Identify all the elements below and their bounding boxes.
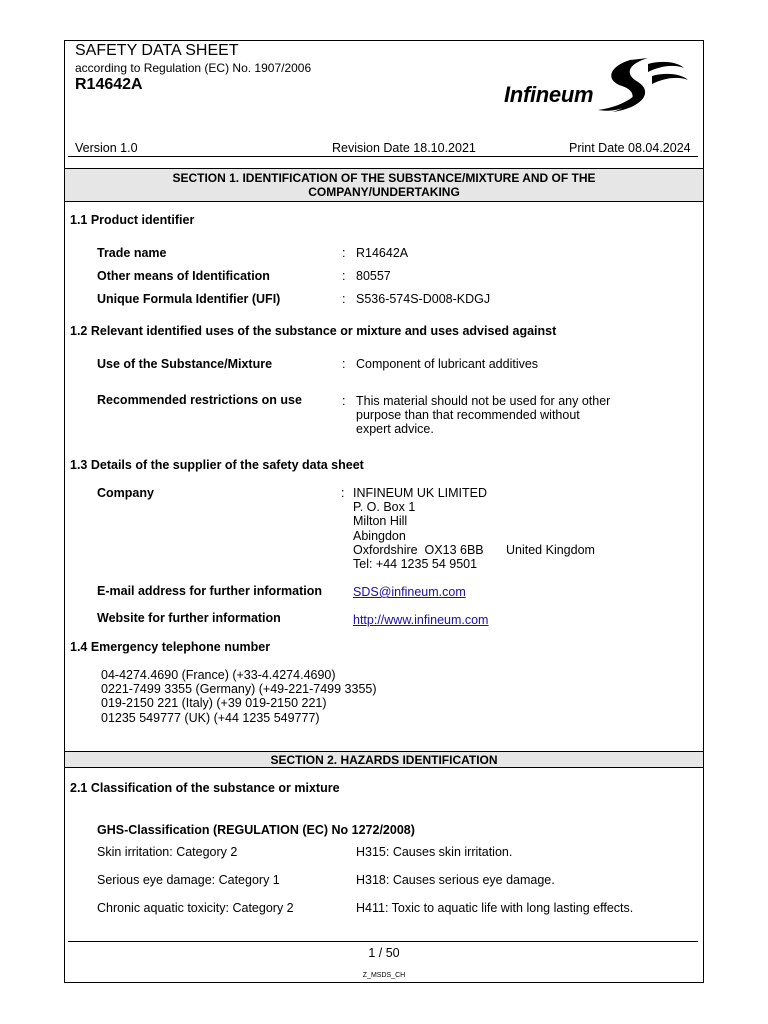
email-label: E-mail address for further information: [97, 584, 323, 598]
restrictions-value: This material should not be used for any other purpose than that recommended without expert advice.: [356, 394, 611, 437]
subsection-1-1-heading: 1.1 Product identifier: [70, 213, 195, 227]
ufi-value: S536-574S-D008-KDGJ: [356, 292, 491, 306]
colon: :: [342, 269, 346, 283]
trade-name-value: R14642A: [356, 246, 409, 260]
use-value: Component of lubricant additives: [356, 357, 539, 371]
subsection-1-3-heading: 1.3 Details of the supplier of the safety data sheet: [70, 458, 364, 472]
section-1-heading: [65, 168, 703, 202]
classification-category: Serious eye damage: Category 1: [97, 873, 280, 887]
subsection-1-2-heading: 1.2 Relevant identified uses of the substance or mixture and uses advised against: [70, 324, 557, 338]
version: Version 1.0: [75, 141, 138, 155]
print-date: Print Date 08.04.2024: [569, 141, 691, 155]
other-identification-value: 80557: [356, 269, 391, 283]
subsection-2-1-heading: 2.1 Classification of the substance or mixture: [70, 781, 340, 795]
logo-text: Infineum: [504, 82, 594, 107]
emergency-numbers: 04-4274.4690 (France) (+33-4.4274.4690) 0221-7499 3355 (Germany) (+49-221-7499 3355) 019-2150 221 (Italy) (+39 019-2150 221) 01235 549777 (UK) (+44 1235 549777): [101, 668, 377, 725]
use-label: Use of the Substance/Mixture: [97, 357, 273, 371]
trade-name-label: Trade name: [97, 246, 167, 260]
restrictions-label: Recommended restrictions on use: [97, 393, 302, 407]
company-telephone: Tel: +44 1235 54 9501: [353, 557, 478, 571]
regulation-text: according to Regulation (EC) No. 1907/2006: [75, 61, 312, 75]
product-code: R14642A: [75, 76, 143, 93]
classification-category: Skin irritation: Category 2: [97, 845, 238, 859]
website-link[interactable]: http://www.infineum.com: [353, 613, 489, 627]
infineum-logo: [502, 52, 692, 118]
company-label: Company: [97, 486, 154, 500]
section-2-heading: SECTION 2. HAZARDS IDENTIFICATION: [65, 751, 703, 768]
header-rule: [68, 156, 698, 157]
document-title: SAFETY DATA SHEET: [75, 42, 239, 59]
hazard-statement: H315: Causes skin irritation.: [356, 845, 513, 859]
company-country: United Kingdom: [506, 543, 595, 557]
ufi-label: Unique Formula Identifier (UFI): [97, 292, 281, 306]
colon: :: [342, 246, 346, 260]
subsection-1-4-heading: 1.4 Emergency telephone number: [70, 640, 271, 654]
revision-date: Revision Date 18.10.2021: [332, 141, 476, 155]
colon: :: [342, 394, 346, 408]
website-label: Website for further information: [97, 611, 281, 625]
page-number: 1 / 50: [368, 946, 400, 960]
ghs-heading: GHS-Classification (REGULATION (EC) No 1272/2008): [97, 823, 415, 837]
footer-code: Z_MSDS_CH: [362, 972, 406, 979]
other-identification-label: Other means of Identification: [97, 269, 270, 283]
section-1-heading-line1: SECTION 1. IDENTIFICATION OF THE SUBSTANCE/MIXTURE AND OF THE: [172, 171, 596, 185]
hazard-statement: H318: Causes serious eye damage.: [356, 873, 555, 887]
hazard-statement: H411: Toxic to aquatic life with long lasting effects.: [356, 901, 634, 915]
company-address: INFINEUM UK LIMITED P. O. Box 1 Milton Hill Abingdon Oxfordshire OX13 6BB: [353, 486, 488, 557]
footer-rule: [68, 941, 698, 942]
section-1-heading-line2: COMPANY/UNDERTAKING: [308, 185, 460, 199]
email-link[interactable]: SDS@infineum.com: [353, 585, 466, 599]
colon: :: [341, 486, 345, 500]
colon: :: [342, 292, 346, 306]
colon: :: [342, 357, 346, 371]
classification-category: Chronic aquatic toxicity: Category 2: [97, 901, 294, 915]
